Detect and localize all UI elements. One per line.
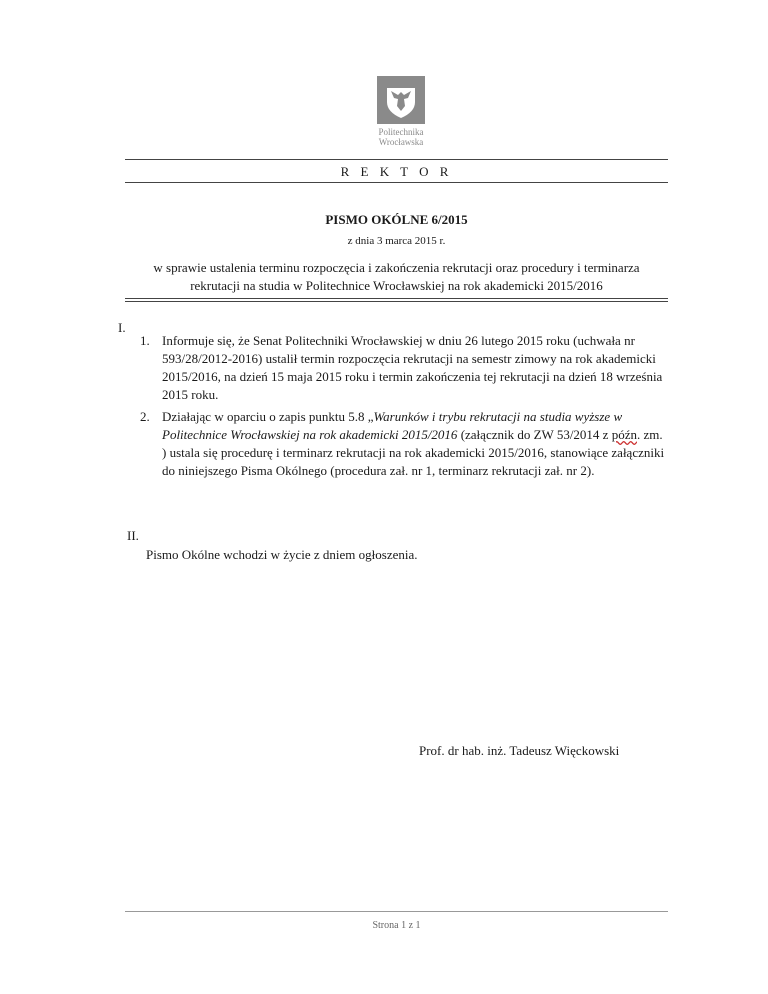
header-rule-bottom: [125, 182, 668, 183]
subject-line-2: rekrutacji na studia w Politechnice Wrocławskiej na rok akademicki 2015/2016: [190, 278, 603, 293]
spellcheck-word: późn: [611, 427, 637, 442]
list-item-2-number: 2.: [140, 409, 150, 424]
list-item-2-text: [162, 408, 668, 480]
section-1-label: I.: [118, 320, 126, 335]
subject-rule-1: [125, 298, 668, 299]
footer-rule: [125, 911, 668, 912]
item-2-text-a: Działając w oparciu o zapis punktu 5.8 „: [162, 409, 374, 424]
rektor-heading: R E K T O R: [340, 164, 453, 179]
list-item-1-text: Informuje się, że Senat Politechniki Wrocławskiej w dniu 26 lutego 2015 roku (uchwała nr 593/28/2012-2016) ustalił termin rozpoczęcia rekrutacji na semestr zimowy na rok akademicki 2015/2016, na dzień 15 maja 2015 roku i termin zakończenia tej rekrutacji na dzień 18 września 2015 roku.: [162, 333, 663, 402]
item-2-text-c: . zm. ) ustala się procedurę i terminarz rekrutacji na rok akademicki 2015/2016, stanowiące załączniki do niniejszego Pisma Okólnego (procedura zał. nr 1, terminarz rekrutacji zał. nr 2).: [162, 427, 665, 478]
header-rule-top: [125, 159, 668, 160]
document-subject: [125, 259, 668, 295]
document-date: z dnia 3 marca 2015 r.: [347, 235, 446, 247]
list-item-1: [140, 332, 668, 404]
eagle-emblem-icon: [377, 76, 425, 124]
item-2-text-b: (załącznik do ZW 53/2014 z: [457, 427, 612, 442]
page-footer: Strona 1 z 1: [372, 920, 421, 931]
document-title: PISMO OKÓLNE 6/2015: [325, 212, 468, 227]
logo-text-line2: Wrocławska: [378, 137, 424, 147]
signature: Prof. dr hab. inż. Tadeusz Więckowski: [419, 743, 620, 758]
item-2-italic-title: Warunków i trybu rekrutacji na studia wyższe w Politechnice Wrocławskiej na rok akademicki 2015/2016: [162, 409, 623, 442]
subject-line-1: w sprawie ustalenia terminu rozpoczęcia i zakończenia rekrutacji oraz procedury i terminarza: [153, 260, 640, 275]
list-item-1-number: 1.: [140, 333, 150, 348]
section-2-label: II.: [127, 528, 139, 543]
university-logo: [371, 76, 431, 147]
subject-rule-2: [125, 301, 668, 302]
logo-text-line1: Politechnika: [378, 127, 424, 137]
section-2-text: Pismo Okólne wchodzi w życie z dniem ogłoszenia.: [146, 547, 418, 562]
list-item-2: [140, 408, 668, 480]
